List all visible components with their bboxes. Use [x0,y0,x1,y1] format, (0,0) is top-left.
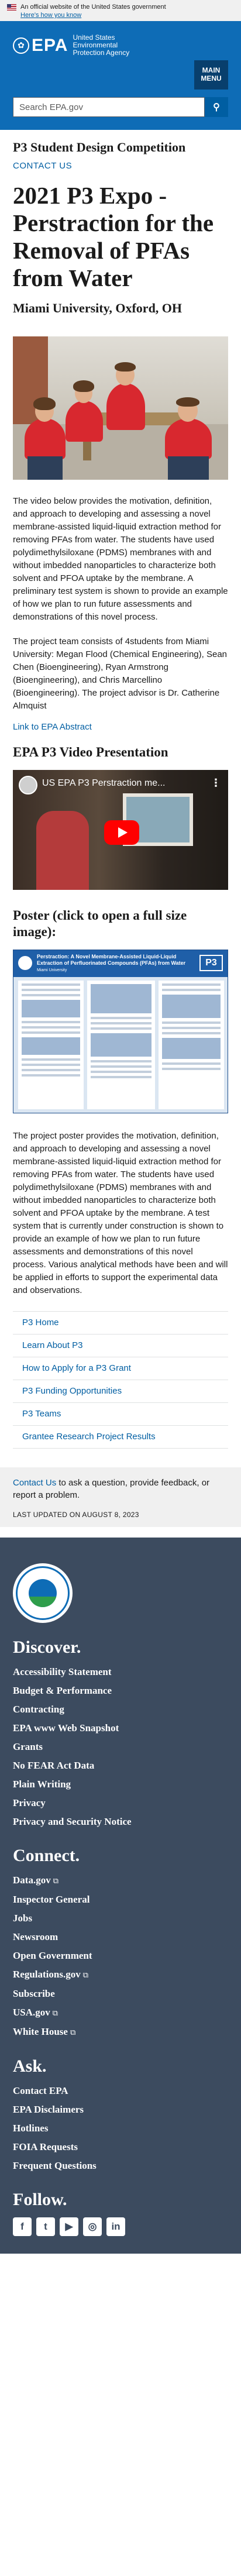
poster-badge: P3 [199,955,223,971]
search-icon: ⚲ [213,102,220,112]
poster-affiliation: Miami University [37,968,67,972]
instagram-icon[interactable]: in [106,2217,125,2236]
footer-link-data-gov[interactable]: Data.gov [13,1875,51,1886]
side-nav-item-funding[interactable]: P3 Funding Opportunities [13,1380,228,1403]
poster-image[interactable] [13,950,228,1113]
youtube-icon[interactable]: ▶ [60,2217,78,2236]
ask-heading: Ask. [13,2056,47,2076]
connect-heading: Connect. [13,1846,80,1865]
logo-abbr: EPA [32,35,68,55]
footer-link-plain-writing[interactable]: Plain Writing [13,1779,71,1790]
epa-logo[interactable] [13,34,228,57]
contact-box-text: to ask a question, provide feedback, or report a problem. [13,1478,210,1500]
footer-link-foia[interactable]: FOIA Requests [13,2141,78,2152]
section-kicker: P3 Student Design Competition [13,140,186,154]
poster-heading: Poster (click to open a full size image): [13,908,187,939]
footer-link-disclaimers[interactable]: EPA Disclaimers [13,2104,84,2115]
facebook-icon[interactable]: f [13,2217,32,2236]
follow-heading: Follow. [13,2190,67,2209]
footer-link-grants[interactable]: Grants [13,1741,43,1752]
side-nav-item-p3-teams[interactable]: P3 Teams [13,1403,228,1426]
video-title[interactable]: US EPA P3 Perstraction me... [42,778,166,788]
footer-link-budget[interactable]: Budget & Performance [13,1685,112,1696]
video-player[interactable] [13,770,228,890]
footer-link-privacy[interactable]: Privacy [13,1797,46,1808]
footer-link-inspector-general[interactable]: Inspector General [13,1894,90,1905]
site-header [0,21,241,112]
footer-link-newsroom[interactable]: Newsroom [13,1931,58,1942]
footer-link-contracting[interactable]: Contracting [13,1704,64,1715]
footer-link-contact-epa[interactable]: Contact EPA [13,2085,68,2096]
twitter-icon[interactable]: t [36,2217,55,2236]
external-link-icon: ⧉ [53,1876,58,1885]
play-button-icon[interactable] [104,820,139,845]
us-flag-icon [7,4,16,11]
p3-side-nav [13,1311,228,1449]
search-button[interactable] [205,97,228,117]
footer-link-web-snapshot[interactable]: EPA www Web Snapshot [13,1722,119,1734]
intro-paragraph: The video below provides the motivation, definition, and approach to developing and assessing a novel membrane-assisted liquid-liquid extraction method for removing PFAs from water. The students have used polydimethylsiloxane (PDMS) membranes with and without imbedded nanoparticles to characterize both solvent and PFOA uptake by the membrane. A preliminary test system is shown to provide an example of how we plan to run future assessments and demonstrations of this novel process. [13,496,228,622]
footer-link-open-government[interactable]: Open Government [13,1950,92,1961]
contact-box [0,1467,241,1527]
epa-seal-icon[interactable] [13,1563,73,1623]
ask-list [13,2082,228,2175]
heres-how-you-know-link[interactable]: Here's how you know [20,12,82,19]
channel-avatar[interactable] [19,776,37,795]
external-link-icon: ⧉ [70,2028,76,2037]
epa-emblem-icon: ✿ [13,37,29,54]
discover-list [13,1663,228,1831]
team-paragraph: The project team consists of 4students from Miami University: Megan Flood (Chemical Engineering), Sean Chen (Bioengineering), Ryan Armstrong (Bioengineering), and Chris Marcellino (Bioengineering). The project advisor is Dr. Catherine Almquist [13,637,228,711]
side-nav-item-how-to-apply[interactable]: How to Apply for a P3 Grant [13,1357,228,1380]
footer-link-faq[interactable]: Frequent Questions [13,2160,97,2171]
external-link-icon: ⧉ [82,1970,89,1979]
poster-seal-icon [18,956,32,970]
affiliation: Miami University, Oxford, OH [13,301,183,315]
logo-full-name: United States Environmental Protection Agency [73,33,130,57]
flickr-icon[interactable]: ◎ [83,2217,102,2236]
main-menu-button[interactable]: MAIN MENU [194,60,228,90]
poster-paragraph: The project poster provides the motivation, definition, and approach to developing and assessing a novel membrane-assisted liquid-liquid extraction method for removing PFAs from water. The students have used polydimethylsiloxane (PDMS) membranes with and without imbedded nanoparticles to characterize both solvent and PFOA uptake by the membrane. A test system that is currently under construction is shown to provide an example of how we plan to run future assessments and demonstrations of this novel process. Various analytical methods have been and will be applied in efforts to support the experimental data and observations. [13,1131,228,1295]
footer-link-white-house[interactable]: White House [13,2026,68,2037]
footer-link-regulations-gov[interactable]: Regulations.gov [13,1969,81,1980]
site-footer [0,1538,241,2254]
footer-link-subscribe[interactable]: Subscribe [13,1988,55,1999]
footer-link-accessibility[interactable]: Accessibility Statement [13,1666,112,1677]
video-heading: EPA P3 Video Presentation [13,745,168,759]
epa-abstract-link[interactable]: Link to EPA Abstract [13,722,92,732]
last-updated: LAST UPDATED ON AUGUST 8, 2023 [13,1511,139,1519]
social-links [13,2217,228,2236]
footer-link-jobs[interactable]: Jobs [13,1913,33,1924]
search-bar [13,97,228,117]
footer-link-hotlines[interactable]: Hotlines [13,2123,49,2134]
discover-heading: Discover. [13,1638,81,1657]
footer-link-privacy-security[interactable]: Privacy and Security Notice [13,1816,132,1827]
side-nav-item-learn-about-p3[interactable]: Learn About P3 [13,1335,228,1357]
footer-link-no-fear[interactable]: No FEAR Act Data [13,1760,95,1771]
contact-us-link[interactable]: CONTACT US [13,161,73,171]
side-nav-item-grantee-results[interactable]: Grantee Research Project Results [13,1426,228,1449]
gov-banner-text: An official website of the United States government [20,4,166,11]
page-title: 2021 P3 Expo - Perstraction for the Removal of PFAs from Water [13,182,214,291]
team-photo [13,336,228,480]
more-options-icon[interactable]: ⋮ [211,777,221,789]
poster-title: Perstraction: A Novel Membrane-Assisted Liquid-Liquid Extraction of Perfluorinated Compounds (PFAs) from Water [37,954,186,966]
main-content [0,139,241,1449]
external-link-icon: ⧉ [52,2008,58,2017]
footer-link-usa-gov[interactable]: USA.gov [13,2007,50,2018]
gov-banner [0,0,241,21]
connect-list [13,1871,228,2042]
search-input[interactable] [13,97,205,117]
side-nav-item-p3-home[interactable]: P3 Home [13,1312,228,1335]
contact-us-footer-link[interactable]: Contact Us [13,1478,57,1488]
